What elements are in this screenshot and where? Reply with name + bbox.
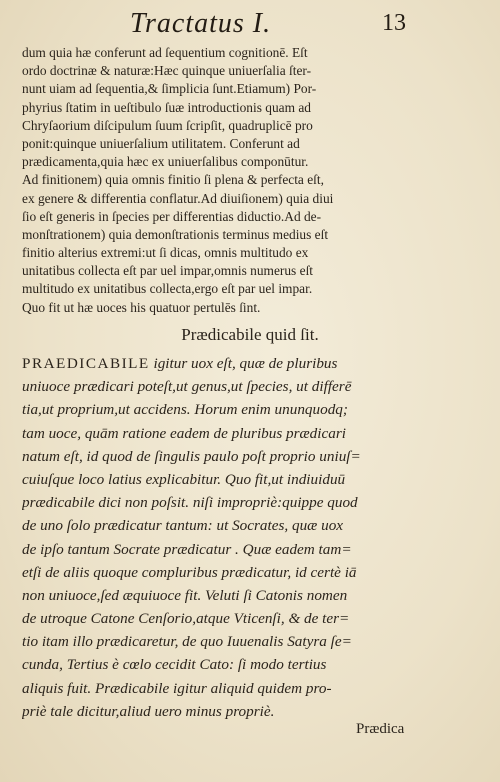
text-line: prædicamenta,quia hæc ex uniuerſalibus componūtur. xyxy=(22,154,309,170)
text-line: prædicabile dici non poſsit. niſi impropriè:quippe quod xyxy=(22,494,358,512)
text-line xyxy=(22,352,474,375)
intro-paragraph xyxy=(22,44,474,317)
text-line: uniuoce prædicari poteſt,ut genus,ut ſpecies, ut differē xyxy=(22,378,352,396)
page-header xyxy=(0,8,500,42)
text-line: de ipſo tantum Socrate prædicatur . Quæ eadem tam= xyxy=(22,540,352,558)
text-line: non uniuoce,ſed æquiuoce fit. Veluti ſi Catonis nomen xyxy=(22,586,348,604)
text-line: tia,ut proprium,ut accidens. Horum enim ununquodq; xyxy=(22,401,348,419)
text-line: Chryſaorium diſcipulum ſuum ſcripſit, quadruplicē pro xyxy=(22,117,313,133)
page-number: 13 xyxy=(382,10,406,36)
text-line: dum quia hæ conferunt ad ſequentium cognitionē. Eſt xyxy=(22,45,308,60)
text-line: Ad finitionem) quia omnis finitio ſi plena & perfecta eſt, xyxy=(22,172,324,188)
running-title: Tractatus I. xyxy=(130,8,272,39)
text-line: tam uoce, quām ratione eadem de pluribus prædicari xyxy=(22,424,346,442)
text-line: natum eſt, id quod de ſingulis paulo poſt proprio uniuſ= xyxy=(22,447,361,465)
text-line: cunda, Tertius è cœlo cecidit Cato: ſi modo tertius xyxy=(22,656,327,674)
text-run: igitur uox eſt, quæ de pluribus xyxy=(149,355,338,372)
text-line: phyrius ſtatim in ueſtibulo ſuæ introductionis quam ad xyxy=(22,99,311,115)
text-line: multitudo ex unitatibus collecta,ergo eſt par uel impar. xyxy=(22,281,313,297)
catchword: Prædica xyxy=(356,721,405,737)
text-line: ſio eſt generis in ſpecies per differentias diductio.Ad de- xyxy=(22,208,322,224)
text-line: nunt uiam ad ſequentia,& ſimplicia ſunt.Etiamum) Por- xyxy=(22,81,317,97)
text-line: ex genere & differentia conflatur.Ad diuiſionem) quia diui xyxy=(22,190,334,206)
text-line: de uno ſolo prædicatur tantum: ut Socrates, quæ uox xyxy=(22,517,344,535)
text-line: Quo fit ut hæ uoces his quatuor pertulēs ſint. xyxy=(22,299,261,315)
text-line: ordo doctrinæ & naturæ:Hæc quinque uniuerſalia ſter- xyxy=(22,63,312,79)
text-line: tio itam illo prædicaretur, de quo Iuuenalis Satyra ſe= xyxy=(22,633,352,651)
text-line: monſtrationem) quia demonſtrationis terminus medius eſt xyxy=(22,226,329,242)
text-line: ponit:quinque uniuerſalium utilitatem. Conferunt ad xyxy=(22,135,300,151)
definition-paragraph xyxy=(22,352,474,723)
text-line: finitio alterius extremi:ut ſi dicas, omnis multitudo ex xyxy=(22,245,309,261)
text-line: priè tale dicitur,aliud uero minus propriè. xyxy=(22,702,275,720)
lead-word: PRAEDICABILE xyxy=(22,355,150,372)
text-line: unitatibus collecta eſt par uel impar,omnis numerus eſt xyxy=(22,263,314,279)
section-heading: Prædicabile quid ſit. xyxy=(181,325,319,344)
text-line: aliquis fuit. Prædicabile igitur aliquid quidem pro- xyxy=(22,679,332,697)
text-line: de utroque Catone Cenſorio,atque Vticenſi, & de ter= xyxy=(22,610,350,628)
text-line: etſi de aliis quoque compluribus prædicatur, id certè iā xyxy=(22,563,357,581)
text-line: cuiuſque loco latius explicabitur. Quo fit,ut indiuiduū xyxy=(22,470,346,488)
